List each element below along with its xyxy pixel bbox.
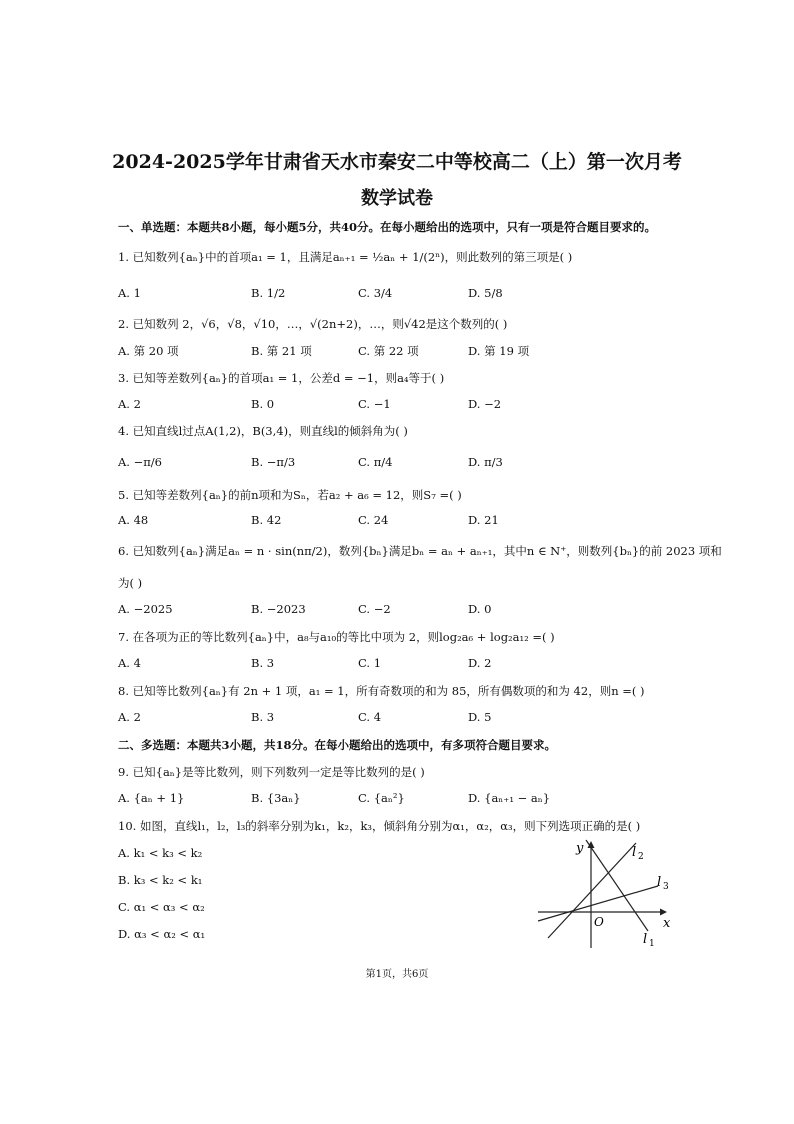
question-3-option-c: C. −1	[358, 397, 391, 411]
question-4-option-a: A. −π/6	[118, 455, 163, 469]
question-1-option-c: C. 3/4	[358, 286, 393, 300]
question-7-option-d: D. 2	[468, 656, 492, 670]
question-6-stem: 6. 已知数列{aₙ}满足aₙ = n · sin(nπ/2)，数列{bₙ}满足bₙ = aₙ + aₙ₊₁，其中n ∈ N⁺，则数列{bₙ}的前 2023 项和	[118, 544, 722, 558]
question-10-option-b: B. k₃ < k₂ < k₁	[118, 873, 203, 887]
question-4-option-c: C. π/4	[358, 455, 393, 469]
exam-title: 2024-2025学年甘肃省天水市秦安二中等校高二（上）第一次月考	[112, 151, 682, 173]
question-6-option-b: B. −2023	[251, 602, 306, 616]
origin-label: O	[594, 915, 604, 929]
question-4-stem: 4. 已知直线l过点A(1,2)，B(3,4)，则直线l的倾斜角为( )	[118, 424, 408, 438]
question-3-option-a: A. 2	[118, 397, 141, 411]
page-footer: 第1页，共6页	[365, 969, 429, 980]
question-7-option-b: B. 3	[251, 656, 275, 670]
x-axis-arrow	[660, 909, 667, 916]
question-2-option-c: C. 第 22 项	[358, 344, 419, 358]
question-9-option-a: A. {aₙ + 1}	[118, 791, 185, 805]
question-9-option-b: B. {3aₙ}	[251, 791, 301, 805]
line-l2	[548, 843, 636, 938]
y-axis-label: y	[576, 841, 584, 856]
question-5-option-c: C. 24	[358, 513, 389, 527]
question-3-option-d: D. −2	[468, 397, 502, 411]
question-8-option-c: C. 4	[358, 710, 382, 724]
question-2-stem: 2. 已知数列 2，√6，√8，√10，…，√(2n+2)，…，则√42是这个数列的( )	[118, 317, 508, 331]
question-9-option-d: D. {aₙ₊₁ − aₙ}	[468, 791, 551, 805]
question-2-option-b: B. 第 21 项	[251, 344, 312, 358]
l3-subscript: 3	[663, 882, 669, 892]
l3-label: l	[657, 875, 662, 890]
l2-subscript: 2	[638, 852, 644, 862]
question-1-option-a: A. 1	[118, 286, 141, 300]
question-5-option-a: A. 48	[118, 513, 149, 527]
question-5-option-b: B. 42	[251, 513, 282, 527]
l1-subscript: 1	[649, 939, 655, 948]
question-10-stem: 10. 如图，直线l₁，l₂，l₃的斜率分别为k₁，k₂，k₃，倾斜角分别为α₁，α₂，α₃，则下列选项正确的是( )	[118, 819, 641, 833]
l1-label: l	[643, 932, 648, 947]
question-1-option-b: B. 1/2	[251, 286, 286, 300]
question-5-stem: 5. 已知等差数列{aₙ}的前n项和为Sₙ，若a₂ + a₆ = 12，则S₇ =( )	[118, 488, 462, 502]
question-7-option-a: A. 4	[118, 656, 141, 670]
question-4-option-d: D. π/3	[468, 455, 503, 469]
question-6-option-d: D. 0	[468, 602, 492, 616]
question-8-option-d: D. 5	[468, 710, 492, 724]
question-7-stem: 7. 在各项为正的等比数列{aₙ}中，a₈与a₁₀的等比中项为 2，则log₂a₆ + log₂a₁₂ =( )	[118, 630, 555, 644]
x-axis-label: x	[663, 916, 671, 931]
question-10-option-a: A. k₁ < k₃ < k₂	[118, 846, 203, 860]
section-2-heading: 二、多选题：本题共3小题，共18分。在每小题给出的选项中，有多项符合题目要求。	[118, 738, 557, 752]
question-1-stem: 1. 已知数列{aₙ}中的首项a₁ = 1，且满足aₙ₊₁ = ½aₙ + 1/(2ⁿ)，则此数列的第三项是( )	[118, 250, 573, 264]
question-10-option-d: D. α₃ < α₂ < α₁	[118, 927, 206, 941]
exam-subtitle: 数学试卷	[361, 188, 433, 209]
question-3-option-b: B. 0	[251, 397, 275, 411]
question-1-option-d: D. 5/8	[468, 286, 503, 300]
question-6-option-a: A. −2025	[118, 602, 173, 616]
question-2-option-d: D. 第 19 项	[468, 344, 530, 358]
question-10-option-c: C. α₁ < α₃ < α₂	[118, 900, 205, 914]
question-8-option-b: B. 3	[251, 710, 275, 724]
question-2-option-a: A. 第 20 项	[118, 344, 179, 358]
question-4-option-b: B. −π/3	[251, 455, 296, 469]
lines-figure	[536, 838, 676, 948]
question-6-stem-continued: 为( )	[118, 576, 143, 590]
question-9-stem: 9. 已知{aₙ}是等比数列，则下列数列一定是等比数列的是( )	[118, 765, 425, 779]
section-1-heading: 一、单选题：本题共8小题，每小题5分，共40分。在每小题给出的选项中，只有一项是符合题目要求的。	[118, 220, 657, 234]
question-6-option-c: C. −2	[358, 602, 391, 616]
question-5-option-d: D. 21	[468, 513, 499, 527]
question-9-option-c: C. {aₙ²}	[358, 791, 405, 805]
question-7-option-c: C. 1	[358, 656, 382, 670]
question-3-stem: 3. 已知等差数列{aₙ}的首项a₁ = 1，公差d = −1，则a₄等于( )	[118, 371, 445, 385]
question-8-option-a: A. 2	[118, 710, 141, 724]
question-8-stem: 8. 已知等比数列{aₙ}有 2n + 1 项，a₁ = 1，所有奇数项的和为 85，所有偶数项的和为 42，则n =( )	[118, 684, 645, 698]
l2-label: l	[632, 845, 637, 860]
